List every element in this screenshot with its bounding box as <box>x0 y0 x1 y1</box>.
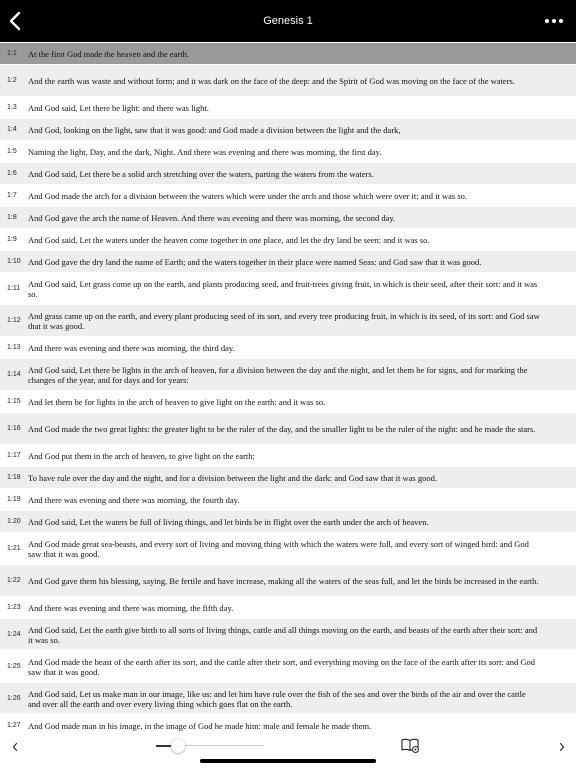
book-settings-icon[interactable] <box>400 737 420 753</box>
verse-text: And grass came up on the earth, and every plant producing seed of its sort, and every tree producing fruit, in which is its seed, of its sort: and God saw that it was good. <box>28 310 540 331</box>
verse-row[interactable] <box>0 304 576 336</box>
verse-number: 1:15 <box>7 398 21 405</box>
verse-text: And God gave the dry land the name of Earth; and the waters together in their place were named Seas: and God saw that it was good. <box>28 256 482 267</box>
verse-number: 1:25 <box>7 663 21 670</box>
verse-row[interactable] <box>0 682 576 714</box>
verse-text: Naming the light, Day, and the dark, Night. And there was evening and there was morning, the first day. <box>28 146 382 157</box>
verse-row[interactable] <box>0 488 576 510</box>
verse-row[interactable] <box>0 444 576 466</box>
verse-text: And God said, Let there be lights in the arch of heaven, for a division between the day and the night, and let them be for signs, and for marking the changes of the year, and for days and for years: <box>28 364 528 385</box>
verse-number: 1:14 <box>7 371 21 378</box>
verse-text: And God gave them his blessing, saying, Be fertile and have increase, making all the waters of the seas full, and let the birds be increased in the earth. <box>28 575 539 586</box>
verse-number: 1:9 <box>7 236 17 243</box>
navigation-bar <box>0 0 576 42</box>
verse-row[interactable] <box>0 64 576 96</box>
verse-number: 1:17 <box>7 452 21 459</box>
ellipsis-icon[interactable] <box>544 13 564 29</box>
verse-text: And God gave the arch the name of Heaven. And there was evening and there was morning, the second day. <box>28 212 396 223</box>
verse-number: 1:12 <box>7 317 21 324</box>
verse-row[interactable] <box>0 206 576 228</box>
verse-text: At the first God made the heaven and the earth. <box>28 48 189 59</box>
verse-number: 1:7 <box>7 192 17 199</box>
verse-row[interactable] <box>0 42 576 64</box>
verse-number: 1:24 <box>7 631 21 638</box>
verse-text: And there was evening and there was morning, the third day. <box>28 342 235 353</box>
verse-row[interactable] <box>0 714 576 734</box>
verse-row[interactable] <box>0 140 576 162</box>
verse-row[interactable] <box>0 272 576 304</box>
verse-number: 1:19 <box>7 496 21 503</box>
verse-row[interactable] <box>0 564 576 596</box>
verse-row[interactable] <box>0 162 576 184</box>
verse-number: 1:5 <box>7 148 17 155</box>
verse-number: 1:1 <box>7 50 17 57</box>
next-chapter-button[interactable] <box>555 740 569 754</box>
verse-number: 1:16 <box>7 425 21 432</box>
verse-row[interactable] <box>0 184 576 206</box>
verse-text: To have rule over the day and the night, and for a division between the light and the dark: and God saw that it was good. <box>28 472 437 483</box>
bottom-toolbar <box>0 734 576 768</box>
verse-number: 1:11 <box>7 285 21 292</box>
verse-row[interactable] <box>0 358 576 390</box>
verse-number: 1:21 <box>7 545 21 552</box>
verse-text: And God made great sea-beasts, and every sort of living and moving thing with which the waters were full, and every sort of winged bird: and God saw that it was good. <box>28 538 529 559</box>
verse-text: And God said, Let the waters be full of living things, and let birds be in flight over the earth under the arch of heaven. <box>28 516 429 527</box>
verse-number: 1:10 <box>7 258 21 265</box>
verse-text: And there was evening and there was morning, the fourth day. <box>28 494 240 505</box>
verse-text: And God put them in the arch of heaven, to give light on the earth; <box>28 450 255 461</box>
verse-row[interactable] <box>0 650 576 682</box>
verse-text: And God made the two great lights: the greater light to be the ruler of the day, and the smaller light to be the ruler of the night: and he made the stars. <box>28 423 536 434</box>
verse-row[interactable] <box>0 390 576 412</box>
verse-text: And God made the arch for a division between the waters which were under the arch and those which were over it: and it was so. <box>28 190 468 201</box>
verse-row[interactable] <box>0 118 576 140</box>
verse-number: 1:6 <box>7 170 17 177</box>
verse-number: 1:27 <box>7 722 21 729</box>
verse-row[interactable] <box>0 510 576 532</box>
verse-text: And let them be for lights in the arch of heaven to give light on the earth: and it was so. <box>28 396 326 407</box>
verse-number: 1:23 <box>7 604 21 611</box>
verse-text: And God, looking on the light, saw that it was good: and God made a division between the light and the dark, <box>28 124 401 135</box>
home-indicator[interactable] <box>200 759 376 763</box>
verse-row[interactable] <box>0 250 576 272</box>
verse-number: 1:22 <box>7 577 21 584</box>
verse-text: And God said, Let the earth give birth to all sorts of living things, cattle and all things moving on the earth, and beasts of the earth after their sort: and it was so. <box>28 624 538 645</box>
verse-text: And the earth was waste and without form; and it was dark on the face of the deep: and the Spirit of God was moving on the face of the waters. <box>28 75 515 86</box>
verse-row[interactable] <box>0 618 576 650</box>
verse-row[interactable] <box>0 412 576 444</box>
chevron-left-small-icon <box>8 740 22 754</box>
verse-text: And God said, Let us make man in our image, like us: and let him have rule over the fish of the sea and over the birds of the air and over the cattle and over all the earth and over every living thing which goes flat on the earth. <box>28 688 526 709</box>
font-size-slider[interactable] <box>154 736 266 756</box>
verse-text: And God said, Let there be light: and there was light. <box>28 102 209 113</box>
verse-text: And God said, Let grass come up on the earth, and plants producing seed, and fruit-trees giving fruit, in which is their seed, after their sort: and it was so. <box>28 278 538 299</box>
verse-number: 1:8 <box>7 214 17 221</box>
verse-row[interactable] <box>0 96 576 118</box>
verse-number: 1:20 <box>7 518 21 525</box>
verse-text: And there was evening and there was morning, the fifth day. <box>28 602 234 613</box>
verse-text: And God made the beast of the earth after its sort, and the cattle after their sort, and everything moving on the face of the earth after its sort: and God saw that it was good. <box>28 656 535 677</box>
verse-text: And God made man in his image, in the image of God he made him: male and female he made them. <box>28 720 372 731</box>
verse-number: 1:4 <box>7 126 17 133</box>
previous-chapter-button[interactable] <box>8 740 22 754</box>
slider-track-fill <box>156 745 171 747</box>
verse-number: 1:2 <box>7 77 17 84</box>
page-title: Genesis 1 <box>263 15 313 27</box>
verse-number: 1:3 <box>7 104 17 111</box>
verse-text: And God said, Let there be a solid arch stretching over the waters, parting the waters from the waters. <box>28 168 374 179</box>
verse-number: 1:18 <box>7 474 21 481</box>
verse-number: 1:26 <box>7 695 21 702</box>
verse-row[interactable] <box>0 336 576 358</box>
chevron-right-small-icon <box>555 740 569 754</box>
verse-list[interactable] <box>0 42 576 734</box>
verse-row[interactable] <box>0 532 576 564</box>
slider-thumb[interactable] <box>171 739 185 753</box>
verse-number: 1:13 <box>7 344 21 351</box>
verse-row[interactable] <box>0 228 576 250</box>
verse-text: And God said, Let the waters under the heaven come together in one place, and let the dry land be seen: and it was so. <box>28 234 430 245</box>
verse-row[interactable] <box>0 596 576 618</box>
verse-row[interactable] <box>0 466 576 488</box>
